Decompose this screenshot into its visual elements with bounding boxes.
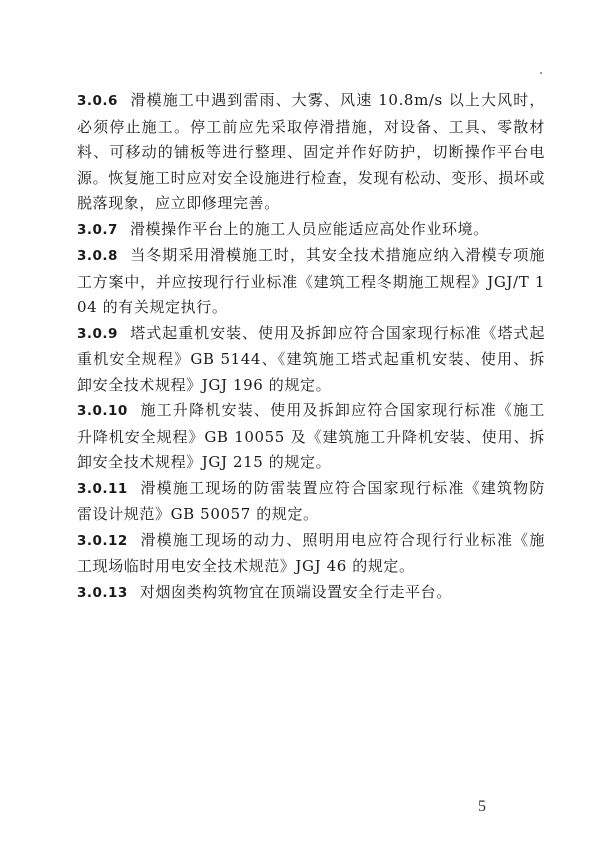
clause-3-0-8 bbox=[77, 243, 545, 321]
clause-list bbox=[77, 88, 545, 606]
clause-3-0-12 bbox=[77, 528, 545, 580]
clause-text: 滑模操作平台上的施工人员应能适应高处作业环境。 bbox=[129, 219, 489, 238]
clause-3-0-13 bbox=[77, 580, 545, 607]
clause-number: 3.0.11 bbox=[77, 480, 128, 497]
clause-number: 3.0.12 bbox=[77, 532, 128, 549]
clause-text: 对烟囱类构筑物宜在顶端设置安全行走平台。 bbox=[139, 582, 452, 601]
clause-number: 3.0.6 bbox=[77, 93, 118, 109]
clause-number: 3.0.13 bbox=[77, 584, 128, 601]
clause-text: 施工升降机安装、使用及拆卸应符合国家现行标准《施工升降机安全规程》GB 10055 及《建筑施工升降机安装、使用、拆卸安全技术规程》JGJ 215 的规定。 bbox=[77, 401, 545, 471]
clause-text: 滑模施工现场的动力、照明用电应符合现行行业标准《施工现场临时用电安全技术规范》JGJ 46 的规定。 bbox=[77, 530, 545, 575]
clause-number: 3.0.10 bbox=[77, 403, 128, 419]
clause-3-0-7 bbox=[77, 217, 545, 244]
clause-number: 3.0.9 bbox=[77, 325, 118, 342]
clause-3-0-9 bbox=[77, 321, 545, 399]
clause-number: 3.0.7 bbox=[77, 221, 118, 238]
clause-3-0-6 bbox=[77, 88, 545, 217]
clause-text: 滑模施工中遇到雷雨、大雾、风速 10.8m/s 以上大风时，必须停止施工。停工前应先采取停滑措施，对设备、工具、零散材料、可移动的铺板等进行整理、固定并作好防护，切断操作平台电源。恢复施工时应对安全设施进行检查，发现有松动、变形、损坏或脱落现象，应立即修理完善。 bbox=[77, 91, 546, 212]
scan-speck bbox=[540, 72, 542, 74]
clause-3-0-11 bbox=[77, 476, 545, 528]
clause-text: 塔式起重机安装、使用及拆卸应符合国家现行标准《塔式起重机安全规程》GB 5144、《建筑施工塔式起重机安装、使用、拆卸安全技术规程》JGJ 196 的规定。 bbox=[77, 323, 545, 394]
clause-text: 滑模施工现场的防雷装置应符合国家现行标准《建筑物防雷设计规范》GB 50057 的规定。 bbox=[77, 478, 545, 523]
clause-text: 当冬期采用滑模施工时，其安全技术措施应纳入滑模专项施工方案中，并应按现行行业标准《建筑工程冬期施工规程》JGJ/T 104 的有关规定执行。 bbox=[77, 246, 545, 316]
clause-number: 3.0.8 bbox=[77, 248, 118, 264]
page-number: 5 bbox=[478, 798, 486, 815]
clause-3-0-10 bbox=[77, 398, 545, 476]
